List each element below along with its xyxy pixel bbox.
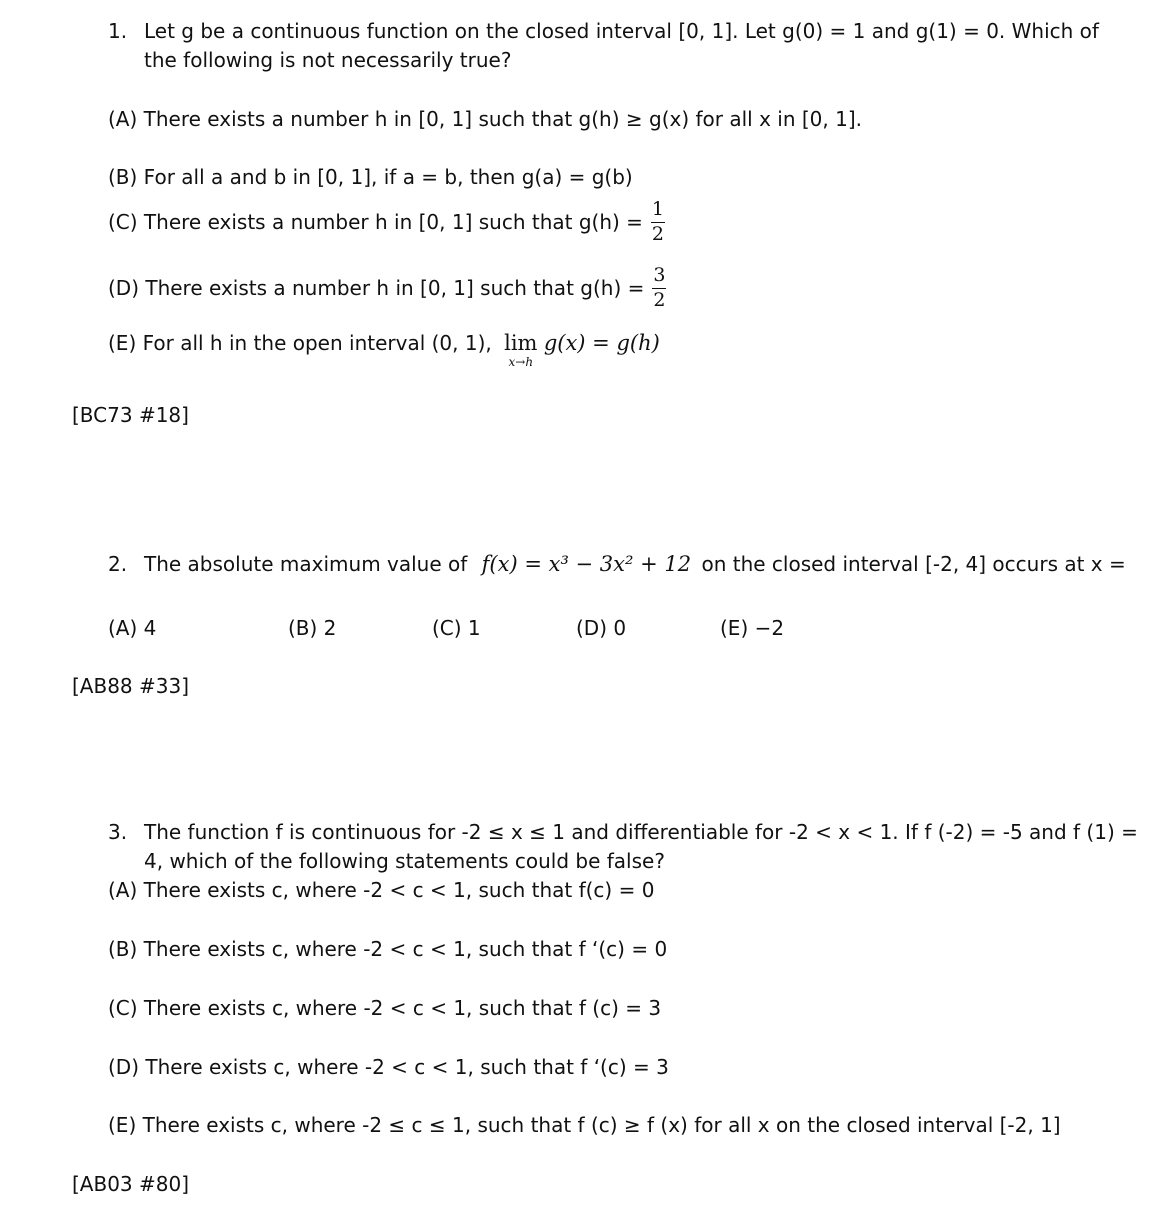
question-1-option-d <box>108 266 666 311</box>
question-2-formula: f(x) = x³ − 3x² + 12 <box>481 552 692 576</box>
question-3-option-d: (D) There exists c, where -2 < c < 1, such that f ‘(c) = 3 <box>108 1055 669 1079</box>
question-1-stem <box>108 19 1099 43</box>
question-3-option-b: (B) There exists c, where -2 < c < 1, such that f ‘(c) = 0 <box>108 937 668 961</box>
question-1-option-d-text: (D) There exists a number h in [0, 1] such that g(h) = <box>108 276 645 301</box>
fraction-denominator: 2 <box>651 222 664 245</box>
question-2-stem <box>108 552 1126 577</box>
question-2-choice-e: (E) −2 <box>720 616 785 640</box>
question-2-source: [AB88 #33] <box>72 674 190 698</box>
question-2-choice-d: (D) 0 <box>576 616 627 640</box>
question-3-number: 3. <box>108 820 128 844</box>
question-1-option-e <box>108 331 660 368</box>
question-2-choice-c: (C) 1 <box>432 616 481 640</box>
question-3-option-e: (E) There exists c, where -2 ≤ c ≤ 1, such that f (c) ≥ f (x) for all x on the closed interval [-2, 1] <box>108 1113 1061 1137</box>
fraction-numerator: 3 <box>653 264 666 286</box>
question-2-choice-b: (B) 2 <box>288 616 337 640</box>
question-1-number: 1. <box>108 19 128 43</box>
question-1-option-c-text: (C) There exists a number h in [0, 1] such that g(h) = <box>108 210 643 235</box>
question-3-line-2: 4, which of the following statements could be false? <box>144 849 665 873</box>
question-2-choice-a: (A) 4 <box>108 616 157 640</box>
question-3-option-a: (A) There exists c, where -2 < c < 1, such that f(c) = 0 <box>108 878 655 902</box>
limit-subscript: x→h <box>508 355 534 370</box>
limit-expression: g(x) = g(h) <box>543 331 660 355</box>
fraction-one-half <box>651 200 665 245</box>
question-1-option-a: (A) There exists a number h in [0, 1] such that g(h) ≥ g(x) for all x in [0, 1]. <box>108 107 862 131</box>
question-1-line-1: Let g be a continuous function on the closed interval [0, 1]. Let g(0) = 1 and g(1) = 0. Which of <box>144 19 1099 43</box>
question-1-option-e-text: (E) For all h in the open interval (0, 1), <box>108 331 492 355</box>
fraction-denominator: 2 <box>653 288 666 311</box>
limit-operator <box>504 331 537 368</box>
question-3-stem <box>108 820 1138 844</box>
limit-label: lim <box>504 331 538 355</box>
question-1-option-c <box>108 200 665 245</box>
question-2-suffix: on the closed interval [-2, 4] occurs at x = <box>701 552 1126 576</box>
question-1-option-b: (B) For all a and b in [0, 1], if a = b, then g(a) = g(b) <box>108 165 633 189</box>
question-1-source: [BC73 #18] <box>72 403 189 427</box>
question-3-source: [AB03 #80] <box>72 1172 190 1196</box>
question-2-prefix: The absolute maximum value of <box>144 552 468 576</box>
question-3-option-c: (C) There exists c, where -2 < c < 1, such that f (c) = 3 <box>108 996 662 1020</box>
question-3-line-1: The function f is continuous for -2 ≤ x ≤ 1 and differentiable for -2 < x < 1. If f (-2) = -5 and f (1) = <box>144 820 1138 844</box>
question-2-number: 2. <box>108 552 128 576</box>
fraction-three-halves <box>652 266 666 311</box>
question-1-line-2: the following is not necessarily true? <box>144 48 512 72</box>
fraction-numerator: 1 <box>651 198 664 220</box>
